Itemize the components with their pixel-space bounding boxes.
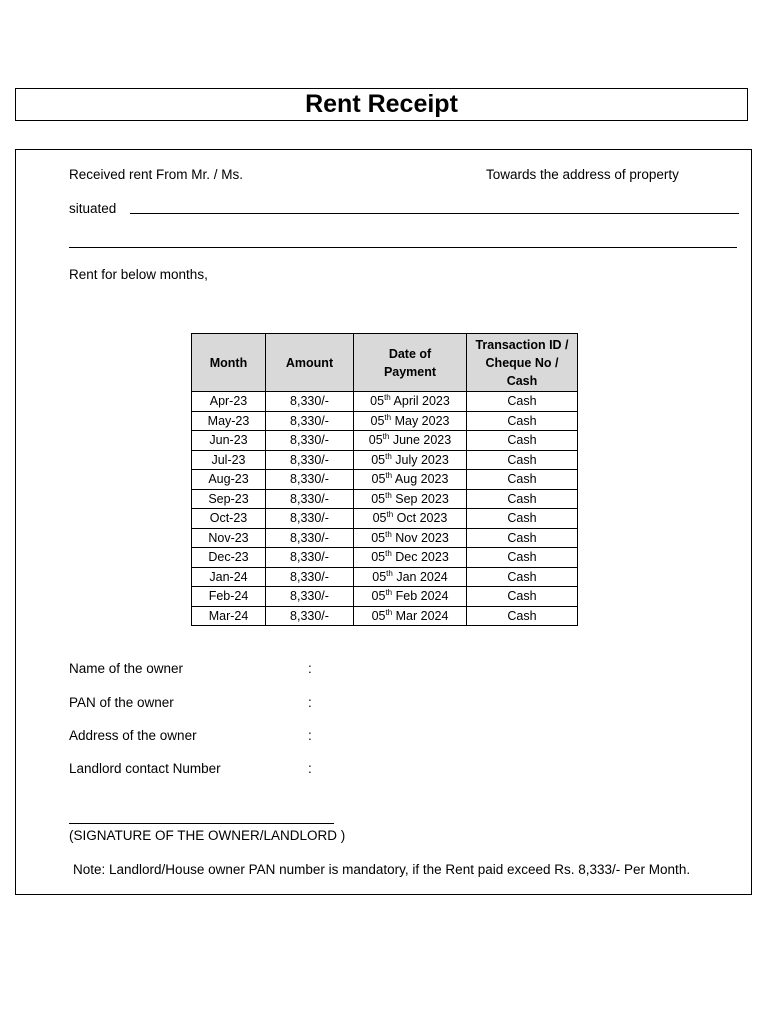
payment-day: 05: [372, 511, 387, 526]
payment-date-cell: [354, 450, 467, 470]
transaction-cell: Cash: [467, 470, 578, 490]
landlord-contact-label: Landlord contact Number: [69, 761, 221, 776]
amount-cell: 8,330/-: [266, 528, 354, 548]
payment-date-cell: [354, 587, 467, 607]
day-suffix: th: [386, 568, 393, 578]
payment-date-cell: [354, 509, 467, 529]
address-line: [69, 247, 737, 248]
month-cell: Dec-23: [192, 548, 266, 568]
transaction-cell: Cash: [467, 548, 578, 568]
month-cell: Aug-23: [192, 470, 266, 490]
day-suffix: th: [385, 549, 392, 559]
amount-cell: 8,330/-: [266, 392, 354, 412]
transaction-cell: Cash: [467, 528, 578, 548]
payment-date-cell: [354, 548, 467, 568]
payment-day: 05: [370, 394, 385, 409]
amount-cell: 8,330/-: [266, 509, 354, 529]
table-row: [192, 587, 578, 607]
payment-date-cell: [354, 567, 467, 587]
day-suffix: th: [382, 432, 390, 442]
payment-day: 05: [371, 472, 386, 487]
table-row: [192, 431, 578, 451]
table-row: [192, 450, 578, 470]
amount-cell: 8,330/-: [266, 587, 354, 607]
rent-table: [191, 333, 578, 626]
transaction-cell: Cash: [467, 587, 578, 607]
payment-month-year: April 2023: [393, 394, 450, 409]
signature-line: [69, 823, 334, 824]
table-row: [192, 411, 578, 431]
payment-month-year: May 2023: [394, 413, 450, 428]
amount-cell: 8,330/-: [266, 489, 354, 509]
amount-cell: 8,330/-: [266, 548, 354, 568]
payment-month-year: July 2023: [395, 452, 449, 467]
day-suffix: th: [385, 607, 393, 617]
table-row: [192, 567, 578, 587]
header-transaction: Transaction ID / Cheque No / Cash: [467, 334, 578, 392]
payment-month-year: Aug 2023: [394, 472, 449, 487]
table-row: [192, 528, 578, 548]
owner-pan-label: PAN of the owner: [69, 695, 174, 710]
transaction-cell: Cash: [467, 567, 578, 587]
payment-month-year: Nov 2023: [395, 530, 449, 545]
payment-month-year: Jan 2024: [396, 569, 448, 584]
towards-address-label: Towards the address of property: [486, 167, 679, 182]
page-title: Rent Receipt: [305, 90, 458, 118]
month-cell: Jun-23: [192, 431, 266, 451]
table-row: [192, 509, 578, 529]
day-suffix: th: [384, 412, 392, 422]
owner-name-label: Name of the owner: [69, 661, 184, 676]
month-cell: Nov-23: [192, 528, 266, 548]
received-from-label: Received rent From Mr. / Ms.: [69, 167, 244, 182]
transaction-cell: Cash: [467, 431, 578, 451]
header-month: Month: [192, 334, 266, 392]
transaction-cell: Cash: [467, 450, 578, 470]
amount-cell: 8,330/-: [266, 411, 354, 431]
amount-cell: 8,330/-: [266, 470, 354, 490]
situated-label: situated: [69, 201, 117, 216]
rent-for-label: Rent for below months,: [69, 267, 208, 282]
header-amount: Amount: [266, 334, 354, 392]
signature-label: (SIGNATURE OF THE OWNER/LANDLORD ): [69, 828, 346, 843]
payment-date-cell: [354, 606, 467, 626]
amount-cell: 8,330/-: [266, 567, 354, 587]
month-cell: Jul-23: [192, 450, 266, 470]
month-cell: May-23: [192, 411, 266, 431]
payment-month-year: Oct 2023: [396, 511, 448, 526]
payment-date-cell: [354, 470, 467, 490]
owner-address-label: Address of the owner: [69, 728, 197, 743]
payment-day: 05: [371, 589, 386, 604]
pan-note: Note: Landlord/House owner PAN number is mandatory, if the Rent paid exceed Rs. 8,333/- Per Month.: [73, 862, 691, 877]
day-suffix: th: [385, 529, 392, 539]
day-suffix: th: [385, 471, 393, 481]
amount-cell: 8,330/-: [266, 431, 354, 451]
transaction-cell: Cash: [467, 392, 578, 412]
transaction-cell: Cash: [467, 509, 578, 529]
day-suffix: th: [385, 588, 393, 598]
payment-month-year: Sep 2023: [395, 491, 449, 506]
month-cell: Mar-24: [192, 606, 266, 626]
table-row: [192, 548, 578, 568]
owner-pan-colon: :: [308, 695, 312, 710]
payment-date-cell: [354, 411, 467, 431]
title-box: [15, 88, 748, 121]
amount-cell: 8,330/-: [266, 606, 354, 626]
month-cell: Oct-23: [192, 509, 266, 529]
payment-day: 05: [372, 569, 387, 584]
month-cell: Jan-24: [192, 567, 266, 587]
day-suffix: th: [385, 490, 392, 500]
transaction-cell: Cash: [467, 489, 578, 509]
transaction-cell: Cash: [467, 606, 578, 626]
day-suffix: th: [386, 510, 394, 520]
owner-name-colon: :: [308, 661, 312, 676]
payment-date-cell: [354, 489, 467, 509]
payment-day: 05: [371, 550, 386, 565]
situated-line: [130, 213, 739, 214]
payment-day: 05: [368, 433, 383, 448]
payment-month-year: June 2023: [392, 433, 452, 448]
table-row: [192, 470, 578, 490]
day-suffix: th: [384, 393, 391, 403]
month-cell: Feb-24: [192, 587, 266, 607]
table-row: [192, 606, 578, 626]
month-cell: Apr-23: [192, 392, 266, 412]
payment-date-cell: [354, 528, 467, 548]
payment-day: 05: [371, 491, 386, 506]
payment-month-year: Mar 2024: [395, 608, 449, 623]
month-cell: Sep-23: [192, 489, 266, 509]
header-date: Date of Payment: [354, 334, 467, 392]
payment-month-year: Dec 2023: [395, 550, 449, 565]
payment-day: 05: [370, 413, 385, 428]
payment-date-cell: [354, 392, 467, 412]
payment-month-year: Feb 2024: [395, 589, 449, 604]
transaction-cell: Cash: [467, 411, 578, 431]
landlord-contact-colon: :: [308, 761, 312, 776]
payment-date-cell: [354, 431, 467, 451]
table-header-row: [192, 334, 578, 392]
table-row: [192, 392, 578, 412]
payment-day: 05: [371, 530, 386, 545]
owner-address-colon: :: [308, 728, 312, 743]
day-suffix: th: [385, 451, 392, 461]
payment-day: 05: [371, 452, 386, 467]
amount-cell: 8,330/-: [266, 450, 354, 470]
table-row: [192, 489, 578, 509]
payment-day: 05: [371, 608, 386, 623]
